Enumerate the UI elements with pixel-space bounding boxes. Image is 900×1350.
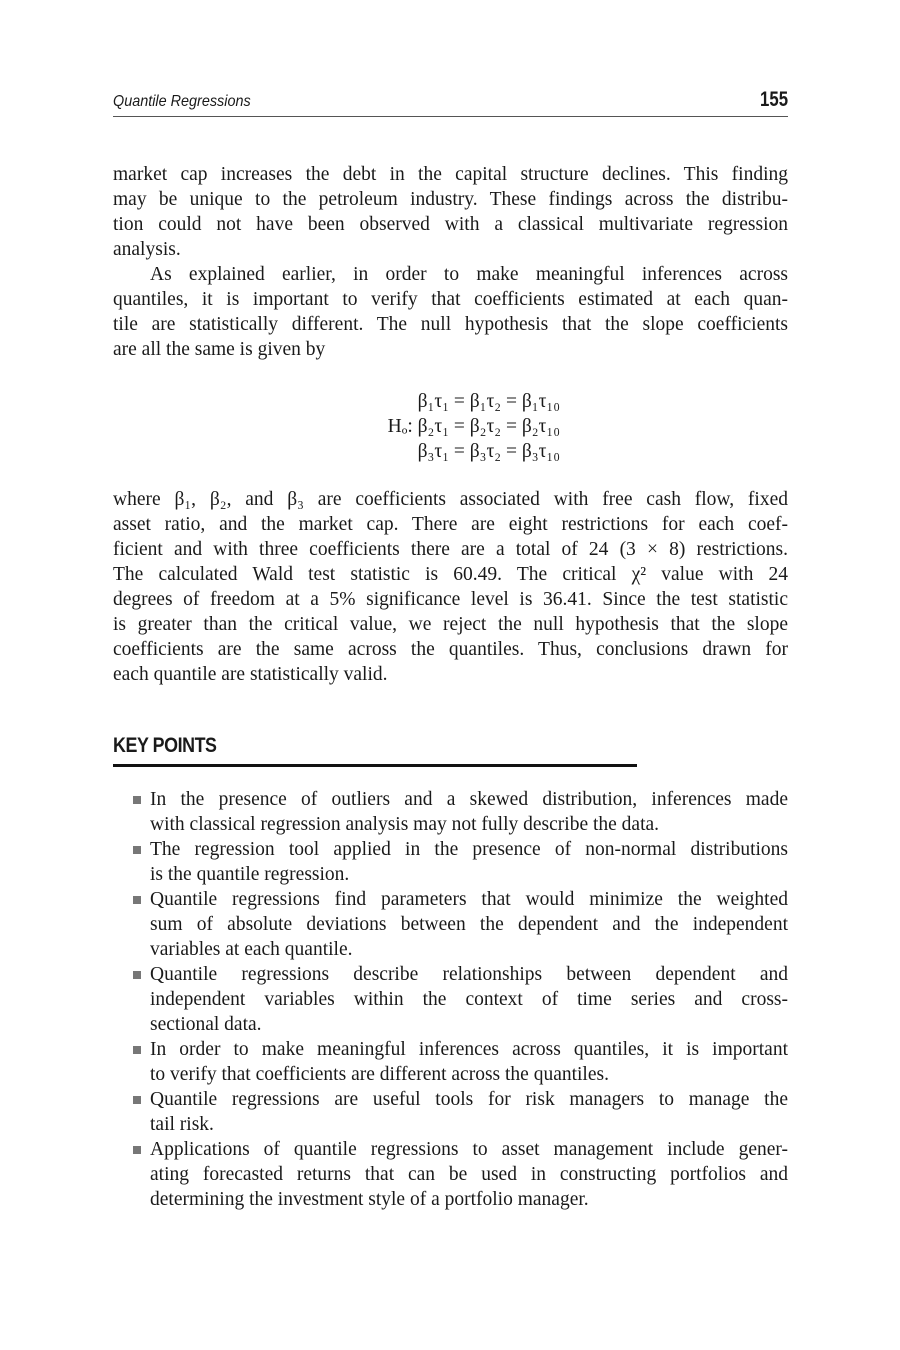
equation-line: Hₒ: β₂τ₁ = β₂τ₂ = β₂τ₁₀ <box>387 416 560 437</box>
text-line: variables at each quantile. <box>150 939 353 960</box>
null-hypothesis-equation <box>330 389 560 464</box>
text-line: The regression tool applied in the presence of non-normal distributions <box>150 839 788 860</box>
key-point-item <box>113 962 788 1037</box>
running-title: Quantile Regressions <box>113 93 251 110</box>
body-paragraph-3 <box>113 487 788 687</box>
text-line: is the quantile regression. <box>150 864 350 885</box>
key-point-item <box>113 887 788 962</box>
key-point-item <box>113 837 788 887</box>
text-line: may be unique to the petroleum industry. These findings across the distribu- <box>113 189 788 210</box>
text-line: market cap increases the debt in the capital structure declines. This finding <box>113 164 788 185</box>
body-paragraph-2 <box>113 262 788 362</box>
text-line: Quantile regressions are useful tools for risk managers to manage the <box>150 1089 788 1110</box>
square-bullet-icon <box>133 796 141 804</box>
key-points-heading: KEY POINTS <box>113 734 217 757</box>
text-line: each quantile are statistically valid. <box>113 664 388 685</box>
text-line: with classical regression analysis may not fully describe the data. <box>150 814 660 835</box>
key-point-item <box>113 1087 788 1137</box>
body-paragraph-1 <box>113 162 788 262</box>
text-line: Quantile regressions find parameters that would minimize the weighted <box>150 889 788 910</box>
equation-line: β₃τ₁ = β₃τ₂ = β₃τ₁₀ <box>417 441 560 462</box>
text-line: As explained earlier, in order to make meaningful inferences across <box>150 264 788 285</box>
text-line: determining the investment style of a portfolio manager. <box>150 1189 589 1210</box>
square-bullet-icon <box>133 1096 141 1104</box>
text-line: ating forecasted returns that can be used in constructing portfolios and <box>150 1164 788 1185</box>
square-bullet-icon <box>133 846 141 854</box>
text-line: to verify that coefficients are different across the quantiles. <box>150 1064 609 1085</box>
text-line: sectional data. <box>150 1014 262 1035</box>
text-line: independent variables within the context of time series and cross- <box>150 989 788 1010</box>
text-line: where β₁, β₂, and β₃ are coefficients associated with free cash flow, fixed <box>113 489 788 510</box>
page-number: 155 <box>759 88 788 111</box>
text-line: are all the same is given by <box>113 339 326 360</box>
key-points-rule <box>113 764 637 767</box>
text-line: ficient and with three coefficients there are a total of 24 (3 × 8) restrictions. <box>113 539 788 560</box>
text-line: coefficients are the same across the quantiles. Thus, conclusions drawn for <box>113 639 788 660</box>
text-line: In the presence of outliers and a skewed distribution, inferences made <box>150 789 788 810</box>
square-bullet-icon <box>133 1146 141 1154</box>
text-line: tail risk. <box>150 1114 214 1135</box>
text-line: degrees of freedom at a 5% significance level is 36.41. Since the test statistic <box>113 589 788 610</box>
key-point-item <box>113 1137 788 1212</box>
running-header <box>113 88 788 117</box>
square-bullet-icon <box>133 896 141 904</box>
text-line: analysis. <box>113 239 181 260</box>
text-line: is greater than the critical value, we reject the null hypothesis that the slope <box>113 614 788 635</box>
text-line: sum of absolute deviations between the dependent and the independent <box>150 914 788 935</box>
key-points-list <box>113 787 788 1212</box>
square-bullet-icon <box>133 1046 141 1054</box>
text-line: Applications of quantile regressions to asset management include gener- <box>150 1139 788 1160</box>
key-point-item <box>113 787 788 837</box>
text-line: The calculated Wald test statistic is 60.49. The critical χ² value with 24 <box>113 564 788 585</box>
text-line: Quantile regressions describe relationships between dependent and <box>150 964 788 985</box>
square-bullet-icon <box>133 971 141 979</box>
key-point-item <box>113 1037 788 1087</box>
text-line: tile are statistically different. The null hypothesis that the slope coefficients <box>113 314 788 335</box>
equation-line: β₁τ₁ = β₁τ₂ = β₁τ₁₀ <box>417 391 560 412</box>
text-line: In order to make meaningful inferences across quantiles, it is important <box>150 1039 788 1060</box>
text-line: quantiles, it is important to verify that coefficients estimated at each quan- <box>113 289 788 310</box>
text-line: asset ratio, and the market cap. There are eight restrictions for each coef- <box>113 514 788 535</box>
text-line: tion could not have been observed with a classical multivariate regression <box>113 214 788 235</box>
